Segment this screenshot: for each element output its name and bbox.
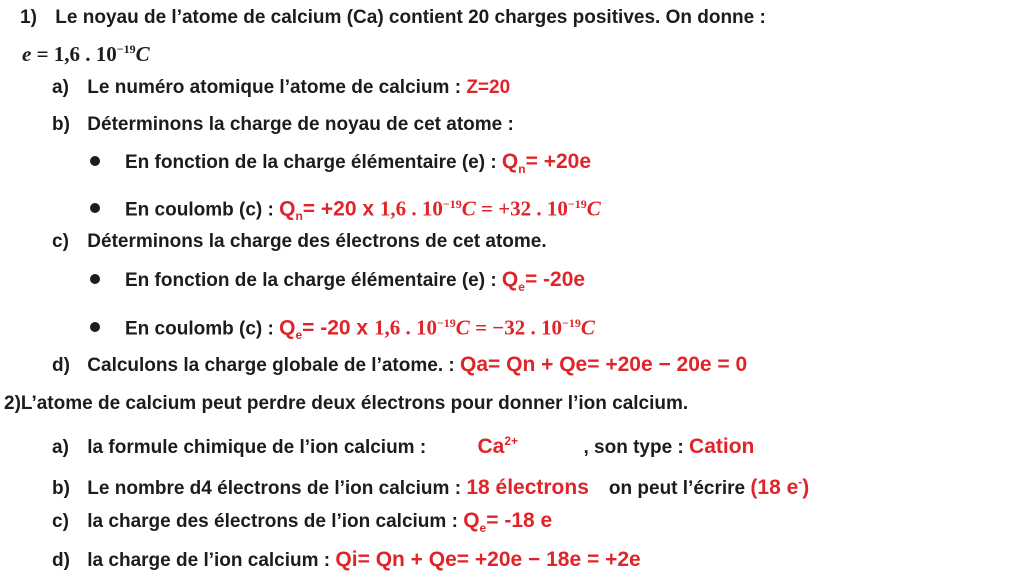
charge-subscript: e [518, 279, 525, 294]
charge-symbol: Q [279, 197, 296, 221]
item-1b [52, 113, 514, 137]
math-result: = +32 . 10 [475, 196, 568, 221]
question-text: L’atome de calcium peut perdre deux électrons pour donner l’ion calcium. [20, 393, 689, 414]
answer-2-sup: - [798, 475, 803, 489]
charge-symbol: Q [501, 268, 519, 291]
answer: = -20e [524, 268, 586, 291]
question-text: Le noyau de l’atome de calcium (Ca) contient 20 charges positives. On donne : [55, 7, 766, 28]
charge-subscript: e [295, 328, 303, 343]
answer: Qi= Qn + Qe= +20e − 18e = +2e [335, 548, 641, 571]
question-1-line [20, 6, 766, 30]
answer-2 [750, 476, 809, 499]
symbol-e: e [22, 42, 32, 66]
bullet-icon [90, 274, 100, 284]
charge-subscript: e [479, 520, 487, 535]
exponent: −19 [562, 316, 581, 330]
exponent: −19 [567, 197, 587, 211]
item-letter: b) [52, 114, 70, 135]
math-value: 1,6 . 10 [373, 315, 437, 340]
question-2-line [4, 392, 688, 416]
item-2b [52, 470, 809, 501]
type-label: , son type : [583, 437, 690, 458]
item-text: Déterminons la charge de noyau de cet atome : [87, 114, 514, 135]
item-1c [52, 230, 547, 254]
bullet-text: En fonction de la charge élémentaire (e) : [125, 270, 502, 291]
answer-2-main: (18 e [750, 476, 799, 499]
item-text: la formule chimique de l’ion calcium : [87, 437, 427, 458]
math-value: 1,6 . 10 [379, 196, 443, 221]
item-1d [52, 353, 747, 378]
bullet-text: En fonction de la charge élémentaire (e) : [125, 152, 502, 173]
ion-formula [477, 429, 583, 459]
exponent: −19 [442, 197, 462, 211]
charge-subscript: n [518, 161, 526, 176]
given-constant [22, 37, 150, 67]
item-2c [52, 509, 552, 540]
bullet-icon [90, 156, 100, 166]
ion-type: Cation [689, 435, 755, 458]
item-letter: a) [52, 437, 69, 458]
item-letter: c) [52, 511, 69, 532]
charge-symbol: Q [463, 509, 480, 532]
bullet-text: En coulomb (c) : [125, 318, 280, 340]
item-letter: d) [52, 355, 70, 376]
ion-symbol: Ca [477, 435, 505, 458]
question-number: 2) [4, 393, 21, 414]
question-number: 1) [20, 7, 37, 28]
unit: C [455, 315, 470, 340]
bullet-1c-2 [90, 311, 595, 347]
unit: C [461, 196, 476, 221]
answer: Qa= Qn + Qe= +20e − 20e = 0 [460, 353, 748, 376]
item-letter: c) [52, 231, 69, 252]
item-letter: b) [52, 478, 70, 499]
unit: C [580, 315, 595, 340]
item-text: Le nombre d4 électrons de l’ion calcium : [87, 478, 467, 499]
value: 1,6 . 10 [53, 42, 117, 66]
item-2a [52, 429, 754, 460]
answer: Z=20 [466, 77, 511, 98]
exponent: −19 [116, 42, 136, 56]
item-text: Calculons la charge globale de l’atome. : [87, 355, 460, 376]
item-2d [52, 548, 641, 573]
answer: = +20 x [302, 197, 380, 221]
charge-symbol: Q [501, 150, 519, 173]
bullet-icon [90, 203, 100, 213]
item-text: Déterminons la charge des électrons de cet atome. [87, 231, 547, 252]
exponent: −19 [436, 316, 456, 330]
answer: = -20 x [302, 316, 374, 340]
answer: 18 électrons [466, 476, 589, 499]
item-letter: d) [52, 550, 70, 571]
bullet-icon [90, 322, 100, 332]
item-1a [52, 76, 510, 100]
item-letter: a) [52, 77, 69, 98]
answer-2-end: ) [802, 476, 810, 499]
answer: = -18 e [486, 509, 553, 532]
bullet-1b-2 [90, 192, 601, 228]
unit: C [586, 196, 601, 221]
item-text: Le numéro atomique l’atome de calcium : [87, 77, 467, 98]
ion-charge: 2+ [504, 434, 519, 448]
math-result: = −32 . 10 [469, 315, 562, 340]
charge-symbol: Q [279, 316, 296, 340]
item-text: la charge des électrons de l’ion calcium : [87, 511, 464, 532]
item-text: la charge de l’ion calcium : [87, 550, 336, 571]
equals: = [31, 42, 54, 66]
charge-subscript: n [295, 209, 303, 224]
unit: C [135, 42, 150, 66]
bullet-1b-1 [90, 150, 591, 181]
item-text-2: on peut l’écrire [608, 478, 751, 499]
answer: = +20e [525, 150, 592, 173]
bullet-1c-1 [90, 268, 585, 299]
bullet-text: En coulomb (c) : [125, 199, 280, 221]
